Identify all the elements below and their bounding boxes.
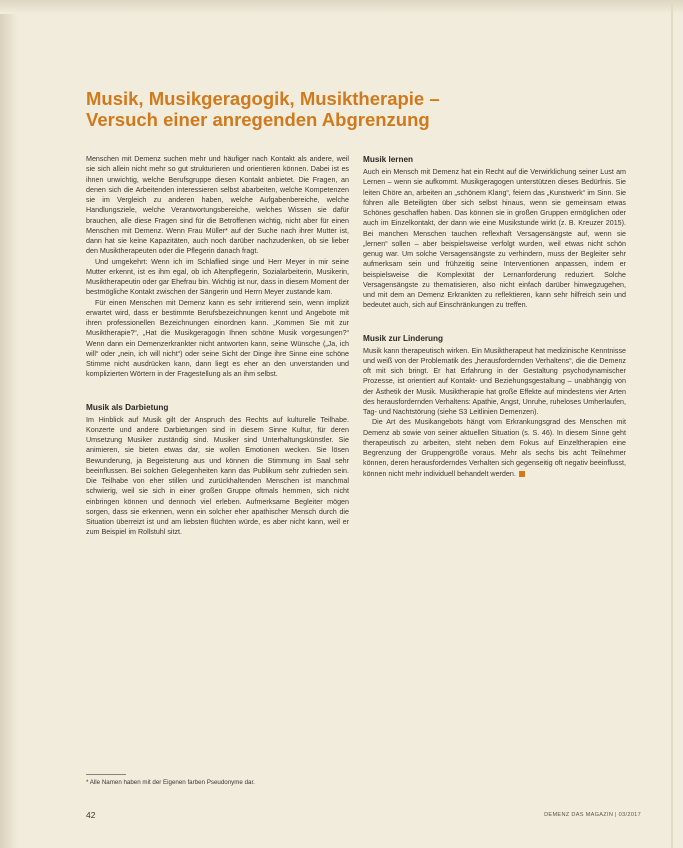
- right-column: [363, 154, 626, 479]
- left-column: [86, 154, 349, 538]
- body-paragraph: Für einen Menschen mit Demenz kann es sehr irritierend sein, wenn implizit erwartet wird, dass er bestimmte Berufsbezeichnungen kennt und Angebote mit ihren professionellen Bezeichnungen einordnen kann. „Kommen Sie mit zur Musiktherapie?“, „Hat die Musikgeragogin Ihnen schöne Musik vorgesungen?“ Wenn dann ein Demenzerkrankter nicht antworten kann, seine Wünsche („Ja, ich will“ oder „nein, ich will nicht“) oder seine Sicht der Dinge ihre Sinne eine schöne Stimme nicht ausdrücken kann, dann liegt es eher an den unverstanden und komplizierten Wörtern in der Fragestellung als an ihm selbst.: [86, 298, 349, 379]
- section-heading: Musik lernen: [363, 155, 414, 164]
- article-title-line-1: Musik, Musikgeragogik, Musiktherapie –: [86, 88, 440, 109]
- body-paragraph: Musik kann therapeutisch wirken. Ein Musiktherapeut hat medizinische Kenntnisse und weiß von der Problematik des „herausfordernden Verhaltens“, die die Demenz oft mit sich bringt. Er hat Erfahrung in der Gestaltung psychodynamischer Prozesse, ist orientiert auf Kontakt- und Beziehungsgestaltung – unabhängig von der Ästhetik der Musik. Musiktherapie hat große Effekte auf mindestens vier Arten des herausfordernden Verhaltens: Apathie, Angst, Unruhe, ruheloses Umherlaufen, Tag- und Nachtstörung (siehe S3 Leitlinien Demenzen).: [363, 346, 626, 416]
- page-gutter-shadow: [0, 0, 18, 848]
- footnote-rule: [86, 774, 126, 775]
- article-title: [86, 88, 606, 130]
- body-paragraph: [363, 417, 626, 479]
- spacer: [363, 311, 626, 333]
- body-paragraph: Auch ein Mensch mit Demenz hat ein Recht auf die Verwirklichung seiner Lust am Lernen – wenn sie aufkommt. Musikgeragogen unterstützen dieses Bedürfnis. Sie leiten Chöre an, arbeiten an „schönem Klang“, feiern das „Kunstwerk“ im Sinn. Sie führen alle Beteiligten über sich selbst hinaus, wenn sie gemeinsam etwas Schönes geschaffen haben. Das können sie in großen Gruppen ermöglichen oder auch im Einzelkontakt, der dann wie eine Musikstunde wirkt (z. B. Kreuzer 2015). Bei manchen Menschen tauchen reflexhaft Versagensängste auf, wenn sie „lernen“ sollen – aber beispielsweise verfolgt wurden, weil etwas nicht schön genug war. Um solche Versagensängste zu verhindern, muss der Begleiter sehr aufmerksam sein und frühzeitig seine Interventionen anpassen, indem er beispielsweise die Komplexität der Lernanforderung reduziert. Solche Versagensängste zu thematisieren, also nicht einfach darüber hinwegzugehen, und mit dem an Demenz Erkrankten zu reflektieren, kann sehr hilfreich sein und bedeutet auch, sich auf Einschränkungen zu treffen.: [363, 168, 626, 310]
- closing-paragraph-text: Die Art des Musikangebots hängt vom Erkrankungsgrad des Menschen mit Demenz ab sowie von seiner aktuellen Situation (s. S. 46). In diesem Sinne geht therapeutisch zu arbeiten, steht neben dem Fokus auf Einzeltherapien eine Begrenzung der Gruppengröße voraus. Mehr als sechs bis acht Teilnehmer können, deren herausforderndes Verhalten sich gegenseitig oft negativ beeinflusst, können nicht mehr individuell behandelt werden.: [363, 418, 626, 478]
- article-title-line-2: Versuch einer anregenden Abgrenzung: [86, 109, 430, 130]
- footnote: [86, 778, 286, 787]
- intro-paragraph: Menschen mit Demenz suchen mehr und häufiger nach Kontakt als andere, weil sie sich allein nicht mehr so gut strukturieren und orientieren können. Dabei ist es ihnen unwichtig, welche Berufsgruppe diesen Kontakt anbietet. Die Fragen, an denen sich die Arbeitenden interessieren selbst abarbeiten, welche Kompetenzen sie im Vergleich zu anderen haben, welche Aufgabenbereiche, welche Handlungsziele, welche Verantwortungsbereiche, welches Wissen sie dafür brauchen, alle diese Fragen sind für die Betroffenen wichtig, nicht aber für einen Menschen mit Demenz. Wenn Frau Müller* auf der Suche nach ihrer Mutter ist, dann hat sie keine Kapazitäten, auch noch darüber nachzudenken, ob sie lieber den Musiktherapeuten oder die Pflegerin danach fragt.: [86, 155, 349, 256]
- body-paragraph: Im Hinblick auf Musik gilt der Anspruch des Rechts auf kulturelle Teilhabe. Konzerte und andere Darbietungen sind in diesem Sinne Kultur, für deren Umsetzung Musiker zuständig sind. Musiker sind Unterhaltungskünstler. Sie animieren, sie bieten etwas dar, sie wollen Emotionen wecken. Sie lösen Bewunderung, ja Begeisterung aus und können die Stimmung im Saal sehr beeinflussen. Bei solchen Gelegenheiten kann das Publikum sehr zufrieden sein. Die Teilhabe von eher stillen und zurückhaltenden Menschen ist manchmal schwierig, weil sie sich in einer großen Gruppe oftmals hemmen, sich nicht einbringen können und dennoch viel erleben. Aufmerksame Begleiter mögen sorgen, dass sie erkennen, wenn ein solcher eher apathischer Mensch durch die Situation überreizt ist und am liebsten flüchten würde, es aber nicht kann, weil er zum Beispiel im Rollstuhl sitzt.: [86, 415, 349, 537]
- section-heading: Musik zur Linderung: [363, 333, 444, 343]
- page-top-shadow: [0, 0, 683, 14]
- end-of-article-mark: [519, 471, 525, 477]
- page-edge: [671, 0, 673, 848]
- page-number: 42: [86, 810, 96, 820]
- section-heading: Musik als Darbietung: [86, 402, 169, 412]
- body-paragraph: Und umgekehrt: Wenn ich im Schlaflied singe und Herr Meyer in mir seine Mutter erkennt, ist es ihm egal, ob ich Altenpflegerin, Sozialarbeiterin, Musikerin, Musiktherapeutin oder gar Ehefrau bin. Wichtig ist nur, dass in diesem Moment der bestmögliche Kontakt zwischen der Sängerin und Herrn Meyer zustande kam.: [86, 257, 349, 297]
- journal-footer: DEMENZ DAS MAGAZIN | 03/2017: [544, 812, 641, 818]
- spacer: [86, 380, 349, 402]
- footnote-text: * Alle Namen haben mit der Eigenen farben Pseudonyme dar.: [86, 779, 255, 786]
